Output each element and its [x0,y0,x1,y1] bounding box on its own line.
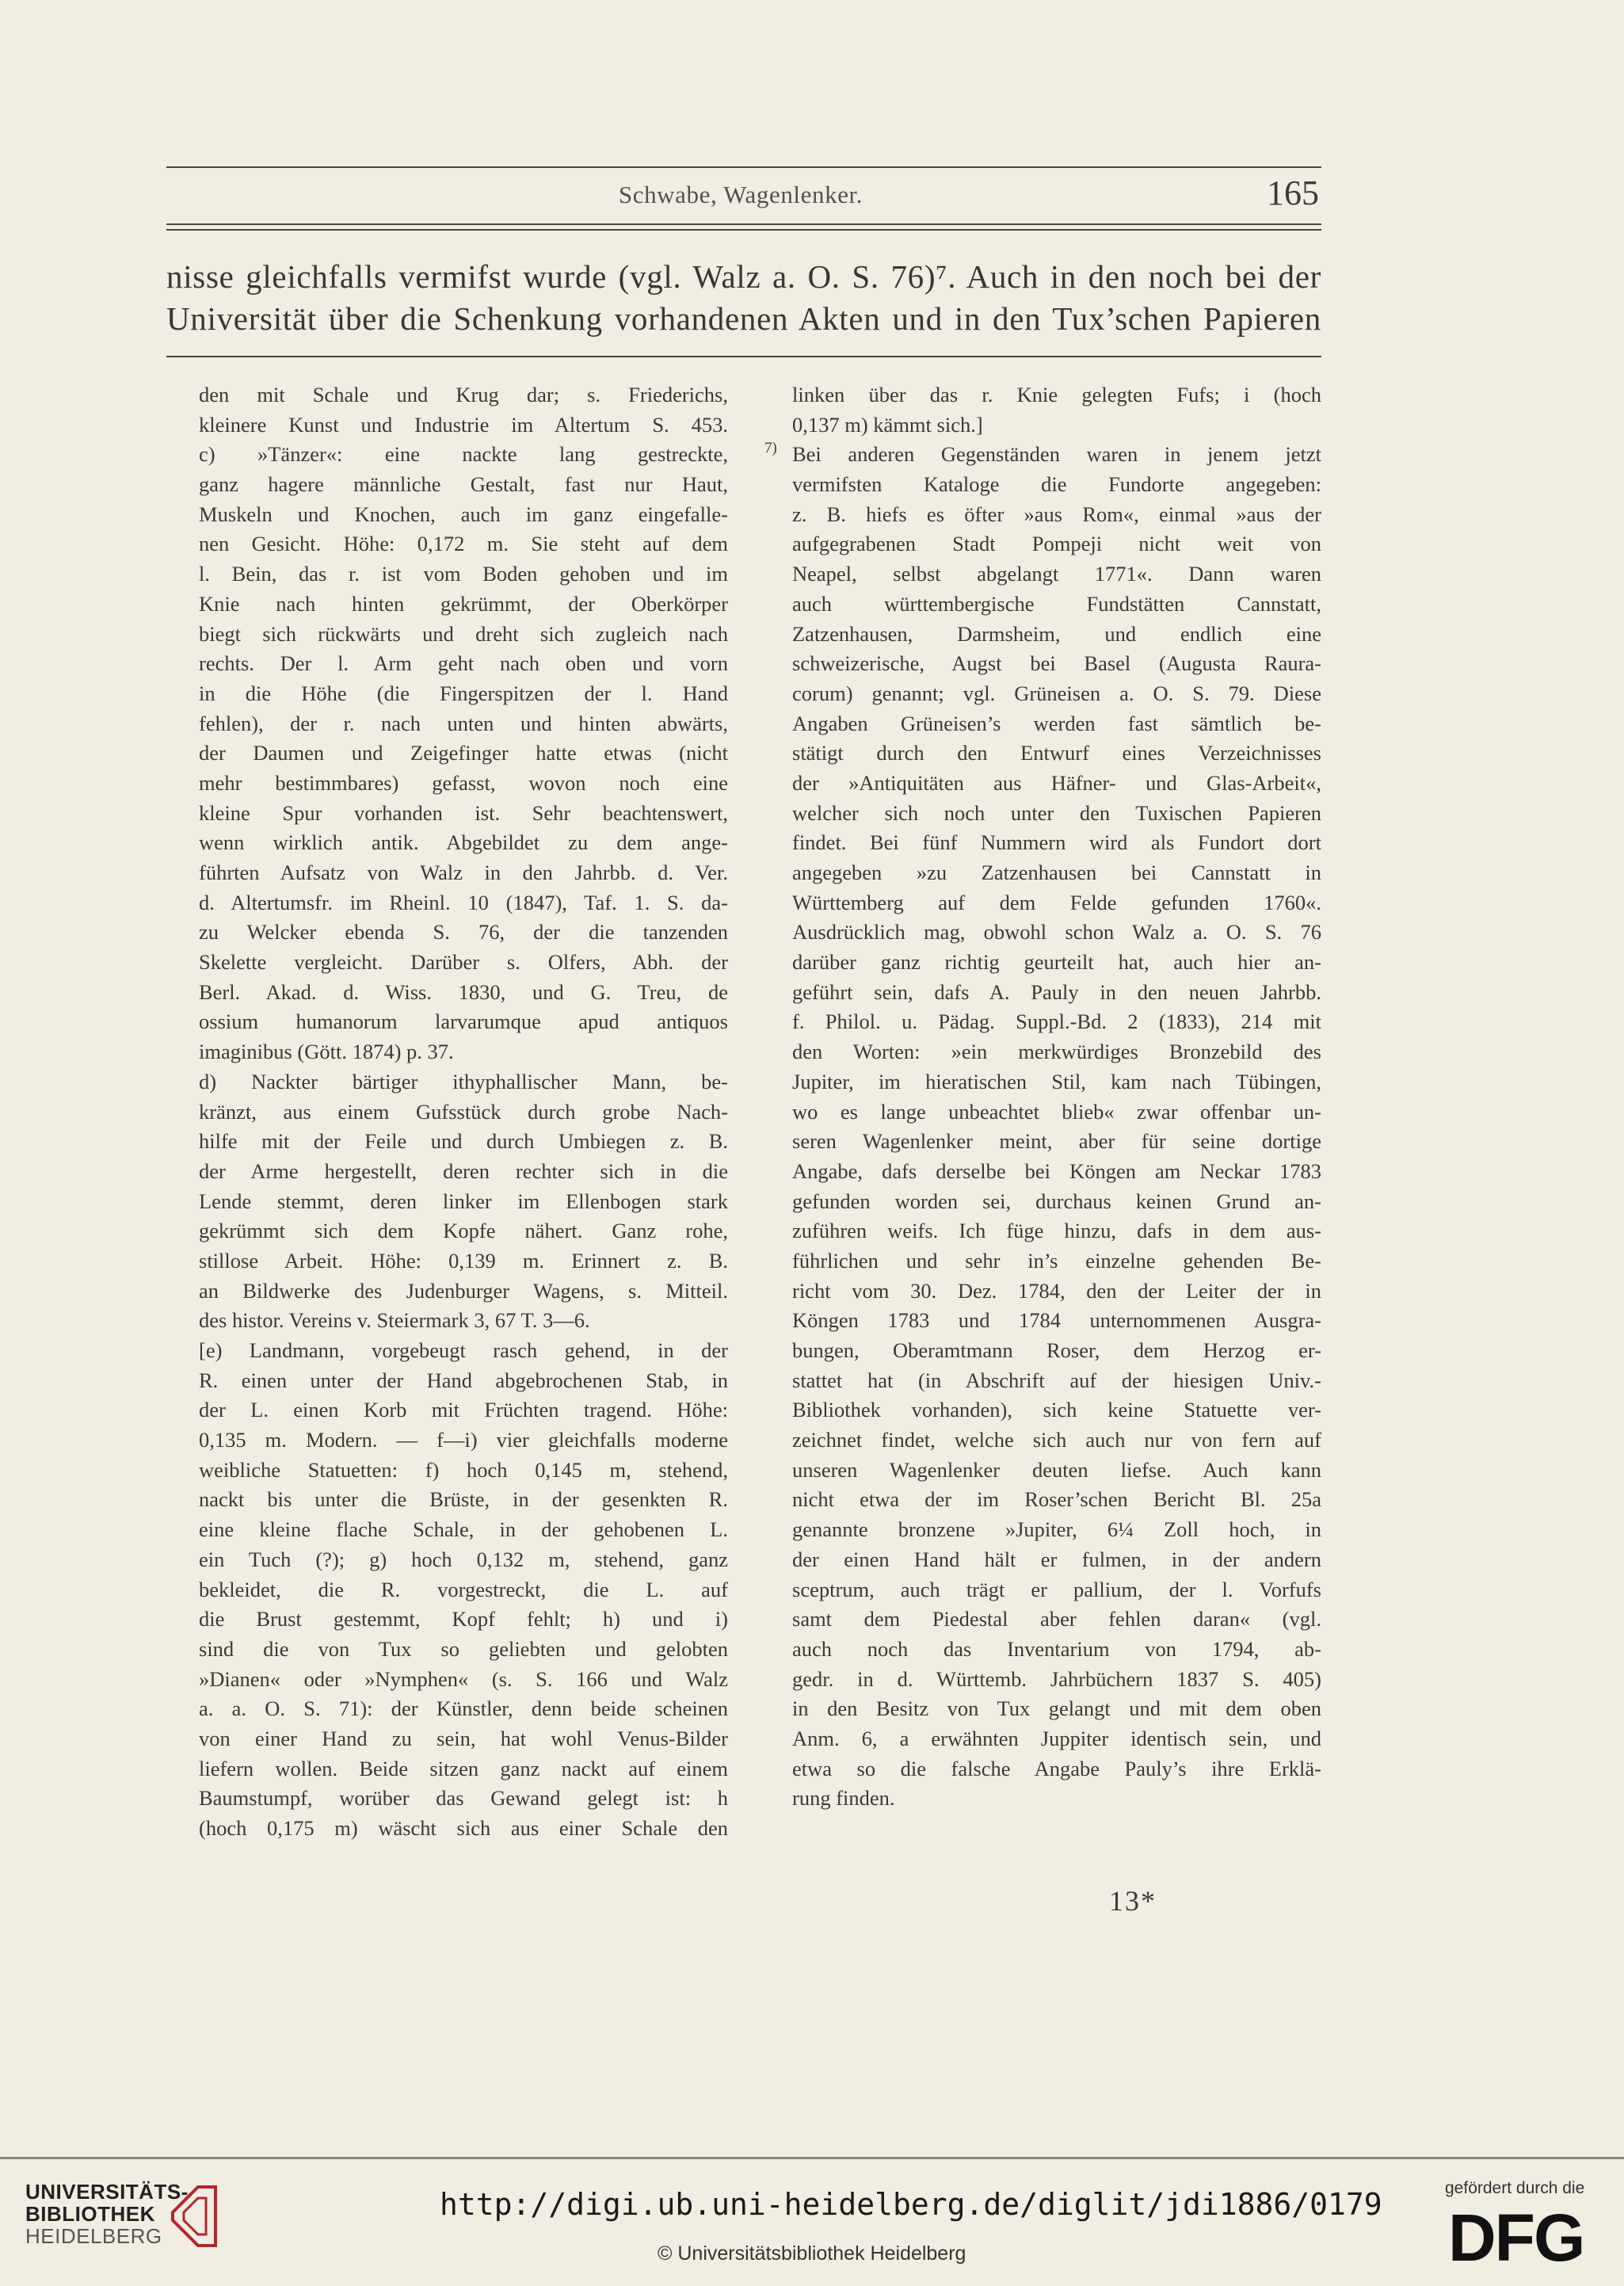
left-column-line-text: kränzt, aus einem Gufsstück durch grobe Nach- [199,1099,728,1124]
right-column-line-text: vermifsten Kataloge die Fundorte angegeben: [792,472,1321,497]
left-column-line [199,1545,728,1575]
right-column-line [792,1665,1321,1695]
right-column-line-text: angegeben »zu Zatzenhausen bei Cannstatt in [792,861,1321,884]
left-column-line-text: der Daumen und Zeigefinger hatte etwas (nicht [199,741,728,765]
left-column-line [199,1366,728,1396]
right-column-line-text: Neapel, selbst abgelangt 1771«. Dann waren [792,562,1321,586]
right-column-line [792,1694,1321,1724]
left-column-line-text: l. Bein, das r. ist vom Boden gehoben und im [199,562,728,586]
left-column-line-text: a. a. O. S. 71): der Künstler, denn beide scheinen [199,1696,728,1721]
left-column-line [199,1694,728,1724]
right-column-line-text: Bei anderen Gegenständen waren in jenem jetzt [792,442,1321,467]
right-column-line-text: auch württembergische Fundstätten Cannstatt, [792,591,1321,616]
right-column-line-text: genannte bronzene »Jupiter, 6¼ Zoll hoch, in [792,1517,1321,1542]
right-column-line-text: Anm. 6, a erwähnten Juppiter identisch sein, und [792,1726,1321,1750]
left-column-line-text: der Arme hergestellt, deren rechter sich in die [199,1158,728,1183]
right-column-line-text: Bibliothek vorhanden), sich keine Statuette ver- [792,1398,1321,1422]
left-column-line [199,948,728,978]
top-rule [166,166,1321,168]
left-column-line-text: biegt sich rückwärts und dreht sich zugleich nach [199,621,728,646]
right-column-line [792,978,1321,1008]
right-column-line [792,1515,1321,1545]
left-column-line [199,1814,728,1844]
left-column-line-text: die Brust gestemmt, Kopf fehlt; h) und i) [199,1607,728,1631]
right-column-line-text: Angabe, dafs derselbe bei Köngen am Neckar 1783 [792,1158,1321,1183]
header-double-rule-bottom [166,229,1321,231]
left-column-line [199,858,728,888]
left-column-line [199,738,728,769]
left-column-line [199,1097,728,1128]
right-column-line [792,1605,1321,1635]
left-column-line [199,500,728,530]
right-column-line [792,590,1321,620]
right-column [764,380,1321,1814]
left-column-line [199,1336,728,1366]
right-column-line [792,1037,1321,1067]
right-column-line-text: führlichen und sehr in’s einzelne gehenden Be- [792,1248,1321,1273]
right-column-line-text: auch noch das Inventarium von 1794, ab- [792,1636,1321,1661]
left-column-line-text: Knie nach hinten gekrümmt, der Oberkörper [199,591,728,616]
left-column-line-text: fehlen), der r. nach unten und hinten abwärts, [199,711,728,735]
left-column-line-text: imaginibus (Gött. 1874) p. 37. [199,1040,454,1064]
running-title [166,181,1315,209]
right-column-line-text: f. Philol. u. Pädag. Suppl.-Bd. 2 (1833), 214 mit [792,1009,1321,1034]
left-column-line-text: an Bildwerke des Judenburger Wagens, s. Mitteil. [199,1278,728,1303]
left-column-line [199,590,728,620]
left-column-line [199,410,728,441]
right-column-line-text: seren Wagenlenker meint, aber für seine dortige [792,1129,1321,1154]
right-column-line-text: samt dem Piedestal aber fehlen daran« (vgl. [792,1607,1321,1631]
right-column-line [792,1127,1321,1157]
right-column-line-text: darüber ganz richtig geurteilt hat, auch hier an- [792,950,1321,975]
left-column-line [199,1515,728,1545]
left-column-line-text: nen Gesicht. Höhe: 0,172 m. Sie steht auf dem [199,532,728,556]
left-column-line [199,649,728,679]
left-column-line [199,1037,728,1067]
right-column-line [792,1724,1321,1754]
left-column-line-text: Skelette vergleicht. Darüber s. Olfers, Abh. der [199,950,728,975]
left-column-line-text: Baumstumpf, worüber das Gewand gelegt ist: h [199,1786,728,1811]
page-number: 165 [1267,174,1319,212]
left-column-line-text: d) Nackter bärtiger ithyphallischer Mann, be- [199,1069,728,1093]
left-column-line [199,1665,728,1695]
right-column-line-text: corum) genannt; vgl. Grüneisen a. O. S. 79. Diese [792,681,1321,705]
left-column-line-text: den mit Schale und Krug dar; s. Friederichs, [199,383,728,406]
left-column-line [199,1635,728,1665]
left-column-line [199,470,728,500]
left-column-line-text: »Dianen« oder »Nymphen« (s. S. 166 und Walz [199,1666,728,1691]
right-column-line [792,1007,1321,1037]
left-column-line-text: nackt bis unter die Brüste, in der gesenkten R. [199,1487,728,1512]
left-column-line-text: R. einen unter der Hand abgebrochenen Stab, in [199,1368,728,1392]
left-column-line-text: Muskeln und Knochen, auch im ganz eingefalle- [199,502,728,526]
right-column-line-text: nicht etwa der im Roser’schen Bericht Bl. 25a [792,1487,1321,1512]
library-name-line-3: HEIDELBERG [25,2224,162,2248]
right-column-line [792,1575,1321,1605]
right-column-line-text: rung finden. [792,1786,895,1811]
right-column-line [792,1157,1321,1187]
right-column-line-text: gefunden worden sei, durchaus keinen Grund an- [792,1189,1321,1213]
left-column-line-text: sind die von Tux so geliebten und gelobten [199,1636,728,1661]
left-column-line [199,1306,728,1336]
left-column-line-text: hilfe mit der Feile und durch Umbiegen z. B. [199,1129,728,1154]
library-emblem-icon [166,2181,222,2252]
lead-separator-rule [166,356,1321,357]
right-column-line-text: findet. Bei fünf Nummern wird als Fundort dort [792,830,1321,855]
left-column-line-text: gekrümmt sich dem Kopfe nähert. Ganz rohe, [199,1219,728,1243]
left-column-line-text: (hoch 0,175 m) wäscht sich aus einer Schale den [199,1816,728,1840]
dfg-logo[interactable]: DFG [1448,2200,1584,2275]
right-column-line-text: unseren Wagenlenker deuten liefse. Auch kann [792,1457,1321,1482]
right-column-line [792,1366,1321,1396]
left-column-line [199,1007,728,1037]
right-column-line-text: der »Antiquitäten aus Häfner- und Glas-Arbeit«, [792,770,1321,795]
right-column-line-text: richt vom 30. Dez. 1784, den der Leiter der in [792,1278,1321,1303]
left-column-line-text: mehr bestimmbares) gefasst, wovon noch eine [199,770,728,795]
right-column-line-text: aufgegrabenen Stadt Pompeji nicht weit von [792,532,1321,556]
left-column [199,380,728,1844]
right-column-line [792,500,1321,530]
left-column-line [199,1157,728,1187]
right-column-line-text: linken über das r. Knie gelegten Fufs; i (hoch [792,383,1321,406]
left-column-line-text: rechts. Der l. Arm geht nach oben und vorn [199,651,728,676]
left-column-line [199,620,728,650]
left-column-line [199,679,728,709]
right-column-line-text: geführt sein, dafs A. Pauly in den neuen Jahrbb. [792,979,1321,1004]
left-column-line-text: zu Welcker ebenda S. 76, der die tanzenden [199,920,728,945]
right-column-line-text: gedr. in d. Württemb. Jahrbüchern 1837 S. 405) [792,1666,1321,1691]
left-column-line [199,1724,728,1754]
right-column-line [792,769,1321,799]
right-column-line-text: sceptrum, auch trägt er pallium, der l. Vorfufs [792,1577,1321,1601]
right-column-line [792,1754,1321,1784]
left-column-line [199,1575,728,1605]
left-column-line-text: liefern wollen. Beide sitzen ganz nackt auf einem [199,1756,728,1780]
right-column-line-text: Württemberg auf dem Felde gefunden 1760«. [792,890,1321,914]
left-column-line-text: ossium humanorum larvarumque apud antiquos [199,1009,728,1034]
right-column-line [792,470,1321,500]
left-column-line-text: kleinere Kunst und Industrie im Altertum S. 453. [199,412,728,437]
right-column-line-text: den Worten: »ein merkwürdiges Bronzebild des [792,1040,1321,1064]
left-column-line [199,380,728,410]
right-column-line-text: z. B. hiefs es öfter »aus Rom«, einmal »aus der [792,502,1321,526]
right-column-line [792,1067,1321,1097]
left-column-line-text: führten Aufsatz von Walz in den Jahrbb. d. Ver. [199,861,728,884]
funder-caption: gefördert durch die [1445,2179,1585,2197]
footnote-marker: 7) [764,440,777,457]
right-column-line [792,918,1321,948]
left-column-line-text: bekleidet, die R. vorgestreckt, die L. auf [199,1577,728,1601]
signature-mark: 13* [1109,1885,1157,1917]
left-column-line-text: eine kleine flache Schale, in der gehobenen L. [199,1517,728,1542]
left-column-line [199,440,728,470]
left-column-line [199,828,728,858]
right-column-line-text: Jupiter, im hieratischen Stil, kam nach Tübingen, [792,1069,1321,1093]
running-title-text: Schwabe, Wagenlenker. [618,181,863,208]
right-column-line [764,440,1321,470]
left-column-line [199,1277,728,1307]
left-column-line [199,529,728,559]
right-column-line [792,559,1321,590]
right-column-line [792,888,1321,918]
left-column-line-text: Lende stemmt, deren linker im Ellenbogen stark [199,1189,728,1213]
right-column-line-text: zeichnet findet, welche sich auch nur von fern auf [792,1428,1321,1452]
right-column-line [792,380,1321,410]
right-column-line [792,1425,1321,1456]
left-column-line [199,1456,728,1486]
left-column-line-text: des histor. Vereins v. Steiermark 3, 67 T. 3—6. [199,1308,590,1333]
right-column-line [792,1187,1321,1217]
left-column-line [199,559,728,590]
left-column-line [199,1425,728,1456]
left-column-line [199,888,728,918]
right-column-line [792,1306,1321,1336]
left-column-line-text: von einer Hand zu sein, hat wohl Venus-Bilder [199,1726,728,1750]
copyright-notice: © Universitätsbibliothek Heidelberg [658,2242,966,2265]
left-column-line [199,1395,728,1425]
right-column-line [792,1216,1321,1246]
right-column-line [792,948,1321,978]
left-column-line [199,799,728,829]
right-column-line [792,529,1321,559]
right-column-line-text: welcher sich noch unter den Tuxischen Papieren [792,800,1321,825]
left-column-line [199,1784,728,1814]
right-column-line-text: wo es lange unbeachtet blieb« zwar offenbar un- [792,1099,1321,1124]
left-column-line-text: weibliche Statuetten: f) hoch 0,145 m, stehend, [199,1457,728,1482]
left-column-line-text: [e) Landmann, vorgebeugt rasch gehend, in der [199,1338,728,1362]
right-column-line [792,1336,1321,1366]
right-column-line [792,410,1321,441]
footer-rule [0,2157,1624,2159]
left-column-line [199,1216,728,1246]
right-column-line [792,620,1321,650]
left-column-line [199,1754,728,1784]
lead-line-2: Universität über die Schenkung vorhandenen Akten und in den Tux’schen Papieren [166,300,1321,337]
left-column-line [199,709,728,739]
right-column-line-text: bungen, Oberamtmann Roser, dem Herzog er- [792,1338,1321,1362]
right-column-line-text: stattet hat (in Abschrift auf der hiesigen Univ.- [792,1368,1321,1392]
right-column-line [792,1545,1321,1575]
right-column-line-text: Zatzenhausen, Darmsheim, und endlich eine [792,621,1321,646]
left-column-line-text: wenn wirklich antik. Abgebildet zu dem ange- [199,830,728,855]
left-column-line [199,1485,728,1515]
library-name-line-2: BIBLIOTHEK [25,2202,155,2226]
right-column-line-text: 0,137 m) kämmt sich.] [792,412,983,437]
left-column-line-text: Berl. Akad. d. Wiss. 1830, und G. Treu, de [199,979,728,1004]
right-column-line [792,1246,1321,1277]
right-column-line-text: zuführen weifs. Ich füge hinzu, dafs in dem aus- [792,1219,1321,1243]
right-column-line [792,709,1321,739]
right-column-line-text: schweizerische, Augst bei Basel (Augusta Raura- [792,651,1321,676]
left-column-line-text: d. Altertumsfr. im Rheinl. 10 (1847), Taf. 1. S. da- [199,890,728,914]
right-column-line-text: der einen Hand hält er fulmen, in der andern [792,1547,1321,1571]
right-column-line-text: Angaben Grüneisen’s werden fast sämtlich be- [792,711,1321,735]
university-library-logo[interactable] [25,2181,189,2247]
right-column-line [792,1456,1321,1486]
right-column-line-text: Köngen 1783 und 1784 unternommenen Ausgra- [792,1308,1321,1333]
left-column-line [199,1067,728,1097]
left-column-line-text: 0,135 m. Modern. — f—i) vier gleichfalls moderne [199,1428,728,1452]
right-column-line-text: etwa so die falsche Angabe Pauly’s ihre Erklä- [792,1756,1321,1780]
left-column-line-text: c) »Tänzer«: eine nackte lang gestreckte, [199,442,728,467]
left-column-line [199,1605,728,1635]
right-column-line [792,858,1321,888]
right-column-line [792,679,1321,709]
left-column-line-text: in die Höhe (die Fingerspitzen der l. Hand [199,681,728,705]
header-double-rule-top [166,223,1321,225]
right-column-line [792,1097,1321,1128]
right-column-line [792,1784,1321,1814]
left-column-line [199,1187,728,1217]
right-column-line-text: in den Besitz von Tux gelangt und mit dem oben [792,1696,1321,1721]
library-name-line-1: UNIVERSITÄTS- [25,2180,189,2204]
permalink-url[interactable]: http://digi.ub.uni-heidelberg.de/diglit/jdi1886/0179 [440,2187,1382,2222]
right-column-line [792,1635,1321,1665]
left-column-line [199,978,728,1008]
left-column-line-text: ganz hagere männliche Gestalt, fast nur Haut, [199,472,728,497]
lead-line-1: nisse gleichfalls vermifst wurde (vgl. Walz a. O. S. 76)⁷. Auch in den noch bei der [166,258,1321,295]
right-column-line [792,1395,1321,1425]
right-column-line-text: Ausdrücklich mag, obwohl schon Walz a. O. S. 76 [792,920,1321,945]
right-column-line [792,1277,1321,1307]
right-column-line-text: stätigt durch den Entwurf eines Verzeichnisses [792,741,1321,765]
right-column-line [792,738,1321,769]
left-column-line [199,1127,728,1157]
right-column-line [792,1485,1321,1515]
left-column-line-text: ein Tuch (?); g) hoch 0,132 m, stehend, ganz [199,1547,728,1571]
right-column-line [792,828,1321,858]
left-column-line-text: der L. einen Korb mit Früchten tragend. Höhe: [199,1398,728,1422]
left-column-line-text: stillose Arbeit. Höhe: 0,139 m. Erinnert z. B. [199,1248,728,1273]
left-column-line-text: kleine Spur vorhanden ist. Sehr beachtenswert, [199,800,728,825]
left-column-line [199,918,728,948]
right-column-line [792,649,1321,679]
left-column-line [199,769,728,799]
right-column-line [792,799,1321,829]
left-column-line [199,1246,728,1277]
